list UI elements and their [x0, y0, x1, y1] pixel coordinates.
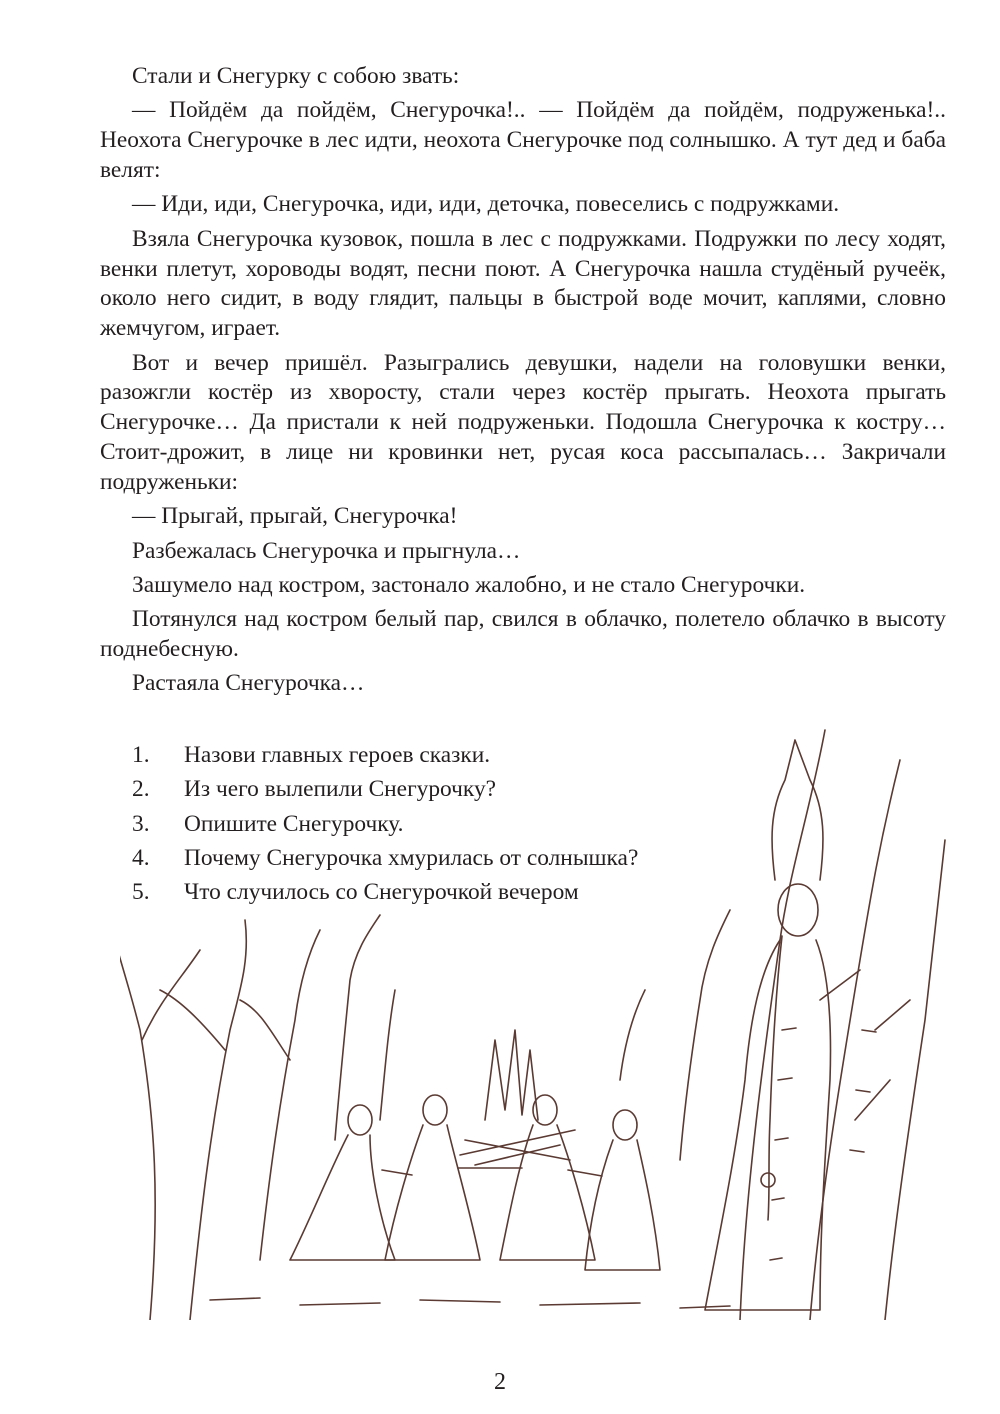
question-item — [132, 772, 732, 806]
question-number: 5. — [132, 879, 150, 906]
question-number: 3. — [132, 810, 150, 837]
question-text: Опишите Снегурочку. — [184, 810, 404, 837]
paragraph-9: Потянулся над костром белый пар, свился в облачко, полетело облачко в высоту поднебесную. — [100, 606, 946, 663]
paragraph-8: Зашумело над костром, застонало жалобно, и не стало Снегурочки. — [132, 571, 806, 598]
question-number: 4. — [132, 844, 150, 871]
paragraph-1: Стали и Снегурку с собою звать: — [132, 63, 460, 89]
question-item — [132, 875, 732, 909]
question-text: Почему Снегурочка хмурилась от солнышка? — [184, 844, 639, 871]
question-number: 2. — [132, 776, 150, 803]
question-text: Из чего вылепили Снегурочку? — [184, 776, 497, 803]
question-item — [132, 841, 732, 875]
question-text: Что случилось со Снегурочкой вечером — [184, 879, 579, 906]
paragraph-4: Взяла Снегурочка кузовок, пошла в лес с подружками. Подружки по лесу ходят, венки плетут, хороводы водят, песни поют. А Снегурочка нашла студёный ручеёк, около него сидит, в воду глядит, пальцы в быстрой воде мочит, каплями, словно жемчугом, играет. — [100, 225, 946, 342]
question-list — [132, 738, 732, 909]
paragraph-10: Растаяла Снегурочка… — [132, 670, 365, 697]
story-text — [100, 62, 946, 704]
question-item — [132, 807, 732, 841]
paragraph-2: — Пойдём да пойдём, Снегурочка!.. — Пойдём да пойдём, подруженька!.. Неохота Снегурочке в лес идти, неохота Снегурочке под солнышко. А тут дед и баба велят: — [100, 97, 946, 183]
paragraph-6: — Прыгай, прыгай, Снегурочка! — [132, 503, 458, 530]
paragraph-5: Вот и вечер пришёл. Разыгрались девушки, надели на головушки венки, разожгли костёр из хворосту, стали через костёр прыгать. Неохота прыгать Снегурочке… Да пристали к ней подруженьки. Подошла Снегурочка к костру… Стоит-дрожит, в лице ни кровинки нет, русая коса рассыпалась… Закричали подруженьки: — [100, 349, 946, 495]
question-text: Назови главных героев сказки. — [184, 742, 491, 768]
question-number: 1. — [132, 742, 150, 768]
paragraph-3: — Иди, иди, Снегурочка, иди, иди, деточка, повеселись с подружками. — [132, 191, 840, 218]
question-item — [132, 738, 732, 772]
paragraph-7: Разбежалась Снегурочка и прыгнула… — [132, 537, 521, 564]
page-number: 2 — [494, 1369, 506, 1395]
